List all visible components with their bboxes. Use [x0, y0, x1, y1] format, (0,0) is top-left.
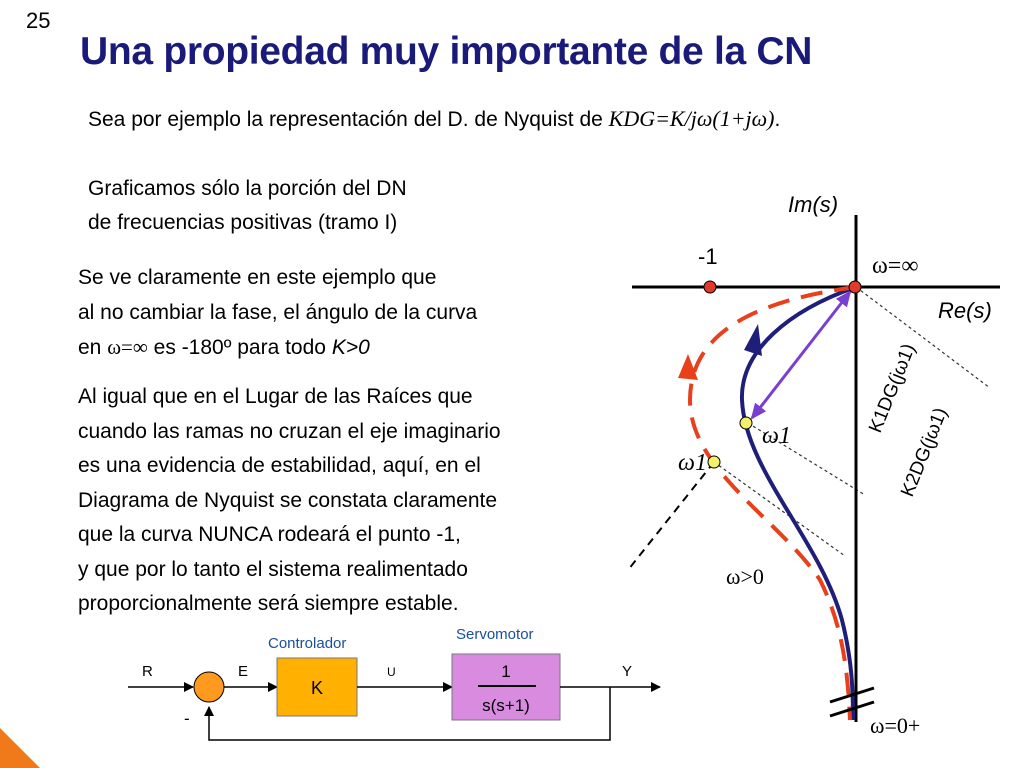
r-signal-label: R	[142, 663, 153, 680]
paragraph3-line: Diagrama de Nyquist se constata claramente	[78, 488, 498, 512]
paragraph3-line: Al igual que en el Lugar de las Raíces que	[78, 385, 473, 408]
dashed-extension-line	[628, 462, 714, 570]
servo-numerator: 1	[501, 662, 511, 681]
omega-infinity-label: ω=∞	[872, 253, 919, 279]
minus-one-point	[704, 281, 716, 293]
minus-sign: -	[184, 709, 190, 728]
intro-sentence: Sea por ejemplo la representación del D. de Nyquist de	[88, 108, 609, 131]
omega-positive-label: ω>0	[726, 564, 764, 589]
y-signal-label: Y	[622, 663, 633, 680]
paragraph3-line: cuando las ramas no cruzan el eje imaginario	[78, 419, 501, 443]
origin-point	[849, 281, 861, 293]
paragraph1-line: Graficamos sólo la porción del DN	[88, 177, 407, 200]
omega1-point-k1	[740, 417, 752, 429]
k1-vector-label: K1DG(jω1)	[865, 340, 920, 436]
re-axis-label: Re(s)	[938, 298, 992, 323]
intro-end: .	[774, 108, 781, 131]
omega-zero-label: ω=0+	[870, 713, 921, 738]
paragraph3-line: que la curva NUNCA rodeará el punto -1,	[78, 523, 461, 546]
servomotor-title: Servomotor	[456, 626, 534, 643]
intro-formula: KDG=K/jω(1+jω)	[608, 106, 775, 131]
paragraph2-text: es -180º para todo	[147, 336, 332, 359]
summing-junction	[194, 672, 224, 702]
paragraph3-line: es una evidencia de estabilidad, aquí, en el	[78, 454, 481, 477]
k-condition: K>0	[331, 336, 370, 359]
omega-infinity-symbol: ω=∞	[107, 335, 148, 359]
controller-title: Controlador	[268, 635, 347, 652]
slide-number: 25	[26, 8, 51, 33]
k2-vector-label: K2DG(jω1)	[897, 404, 952, 500]
block-diagram	[128, 626, 660, 740]
curve-k1-arrow	[744, 324, 762, 356]
slide-title: Una propiedad muy importante de la CN	[80, 30, 813, 73]
paragraph1-line: de frecuencias positivas (tramo I)	[88, 211, 398, 234]
paragraph3-line: proporcionalmente será siempre estable.	[78, 592, 459, 615]
nyquist-plot	[628, 192, 1000, 738]
paragraph2-text: en	[78, 336, 108, 359]
omega1-label-k2: ω1	[678, 450, 707, 476]
paragraph2-line: Se ve claramente en este ejemplo que	[78, 266, 437, 289]
u-signal-label: U	[387, 665, 396, 679]
minus-one-label: -1	[698, 244, 718, 269]
im-axis-label: Im(s)	[788, 192, 839, 217]
corner-accent	[0, 728, 40, 768]
nyquist-curve-k2	[690, 287, 856, 720]
paragraph2-line: al no cambiar la fase, el ángulo de la curva	[78, 301, 478, 324]
omega1-label-k1: ω1	[762, 423, 791, 449]
controller-gain: K	[310, 678, 324, 698]
servo-denominator: s(s+1)	[482, 696, 530, 715]
dotted-reference-line	[714, 462, 845, 556]
omega1-point-k2	[708, 456, 720, 468]
paragraph3-line: y que por lo tanto el sistema realimentado	[78, 557, 468, 581]
e-signal-label: E	[238, 663, 249, 680]
